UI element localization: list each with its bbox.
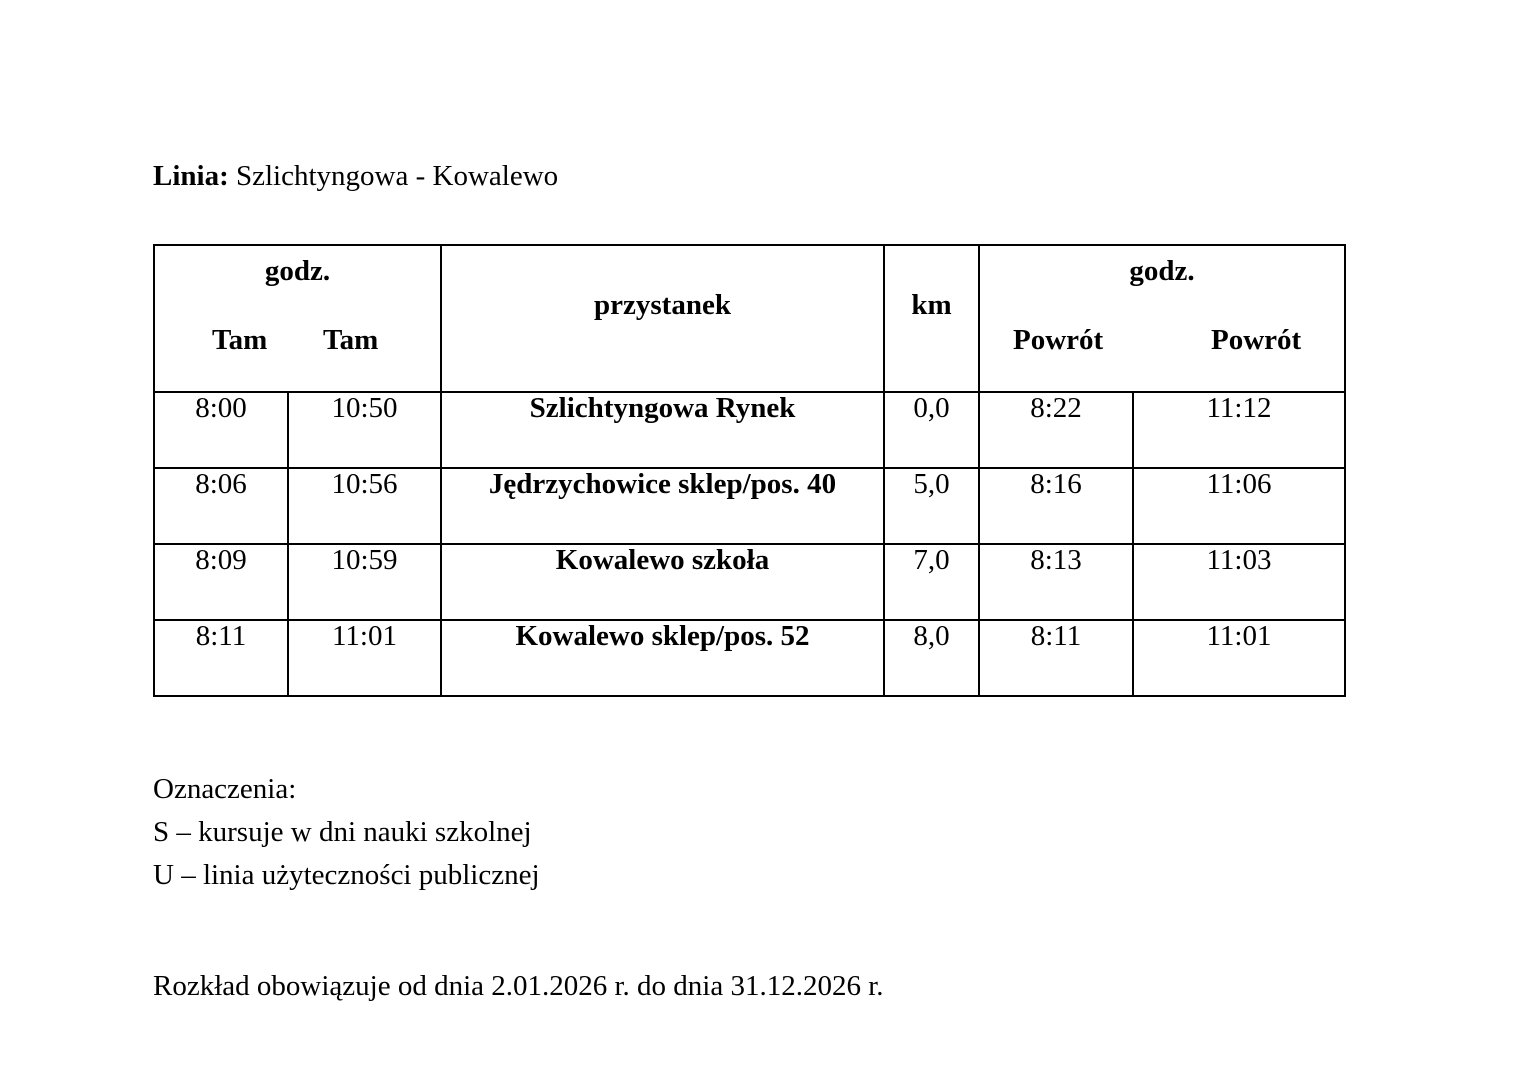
cell-tam-1: 8:00 bbox=[154, 392, 288, 468]
cell-powrot-2: 11:12 bbox=[1133, 392, 1345, 468]
cell-stop: Jędrzychowice sklep/pos. 40 bbox=[441, 468, 884, 544]
cell-tam-2: 10:56 bbox=[288, 468, 441, 544]
cell-km: 8,0 bbox=[884, 620, 979, 696]
header-powrot-1: Powrót bbox=[1013, 324, 1104, 356]
cell-stop: Szlichtyngowa Rynek bbox=[441, 392, 884, 468]
table-row bbox=[154, 468, 1345, 544]
table-row bbox=[154, 392, 1345, 468]
line-title bbox=[153, 158, 558, 194]
cell-km: 5,0 bbox=[884, 468, 979, 544]
cell-tam-2: 11:01 bbox=[288, 620, 441, 696]
timetable bbox=[153, 244, 1346, 697]
table-header-row bbox=[154, 245, 1345, 392]
cell-tam-2: 10:59 bbox=[288, 544, 441, 620]
cell-stop: Kowalewo szkoła bbox=[441, 544, 884, 620]
header-godz-label: godz. bbox=[1129, 255, 1195, 287]
cell-km: 7,0 bbox=[884, 544, 979, 620]
legend-item: U – linia użyteczności publicznej bbox=[153, 859, 540, 891]
cell-powrot-1: 8:22 bbox=[979, 392, 1133, 468]
legend-title: Oznaczenia: bbox=[153, 773, 297, 805]
header-godz-label: godz. bbox=[264, 255, 331, 287]
cell-powrot-1: 8:16 bbox=[979, 468, 1133, 544]
header-stop-label: przystanek bbox=[594, 289, 731, 321]
validity-note: Rozkład obowiązuje od dnia 2.01.2026 r. do dnia 31.12.2026 r. bbox=[153, 970, 884, 1002]
table-row bbox=[154, 544, 1345, 620]
cell-stop: Kowalewo sklep/pos. 52 bbox=[441, 620, 884, 696]
legend bbox=[153, 768, 540, 897]
cell-km: 0,0 bbox=[884, 392, 979, 468]
cell-powrot-2: 11:06 bbox=[1133, 468, 1345, 544]
line-name: Szlichtyngowa - Kowalewo bbox=[236, 160, 559, 192]
cell-tam-1: 8:11 bbox=[154, 620, 288, 696]
cell-powrot-1: 8:13 bbox=[979, 544, 1133, 620]
header-tam-1: Tam bbox=[212, 324, 268, 356]
header-km-label: km bbox=[911, 289, 952, 321]
cell-powrot-2: 11:01 bbox=[1133, 620, 1345, 696]
header-stop bbox=[441, 245, 884, 392]
header-godz-return bbox=[979, 245, 1345, 392]
cell-tam-2: 10:50 bbox=[288, 392, 441, 468]
header-powrot-2: Powrót bbox=[1211, 324, 1302, 356]
line-label: Linia: bbox=[153, 160, 229, 192]
header-tam-2: Tam bbox=[323, 324, 379, 356]
legend-item: S – kursuje w dni nauki szkolnej bbox=[153, 816, 532, 848]
cell-tam-1: 8:06 bbox=[154, 468, 288, 544]
table-row bbox=[154, 620, 1345, 696]
header-godz-outbound bbox=[154, 245, 441, 392]
cell-powrot-2: 11:03 bbox=[1133, 544, 1345, 620]
cell-tam-1: 8:09 bbox=[154, 544, 288, 620]
header-km bbox=[884, 245, 979, 392]
cell-powrot-1: 8:11 bbox=[979, 620, 1133, 696]
